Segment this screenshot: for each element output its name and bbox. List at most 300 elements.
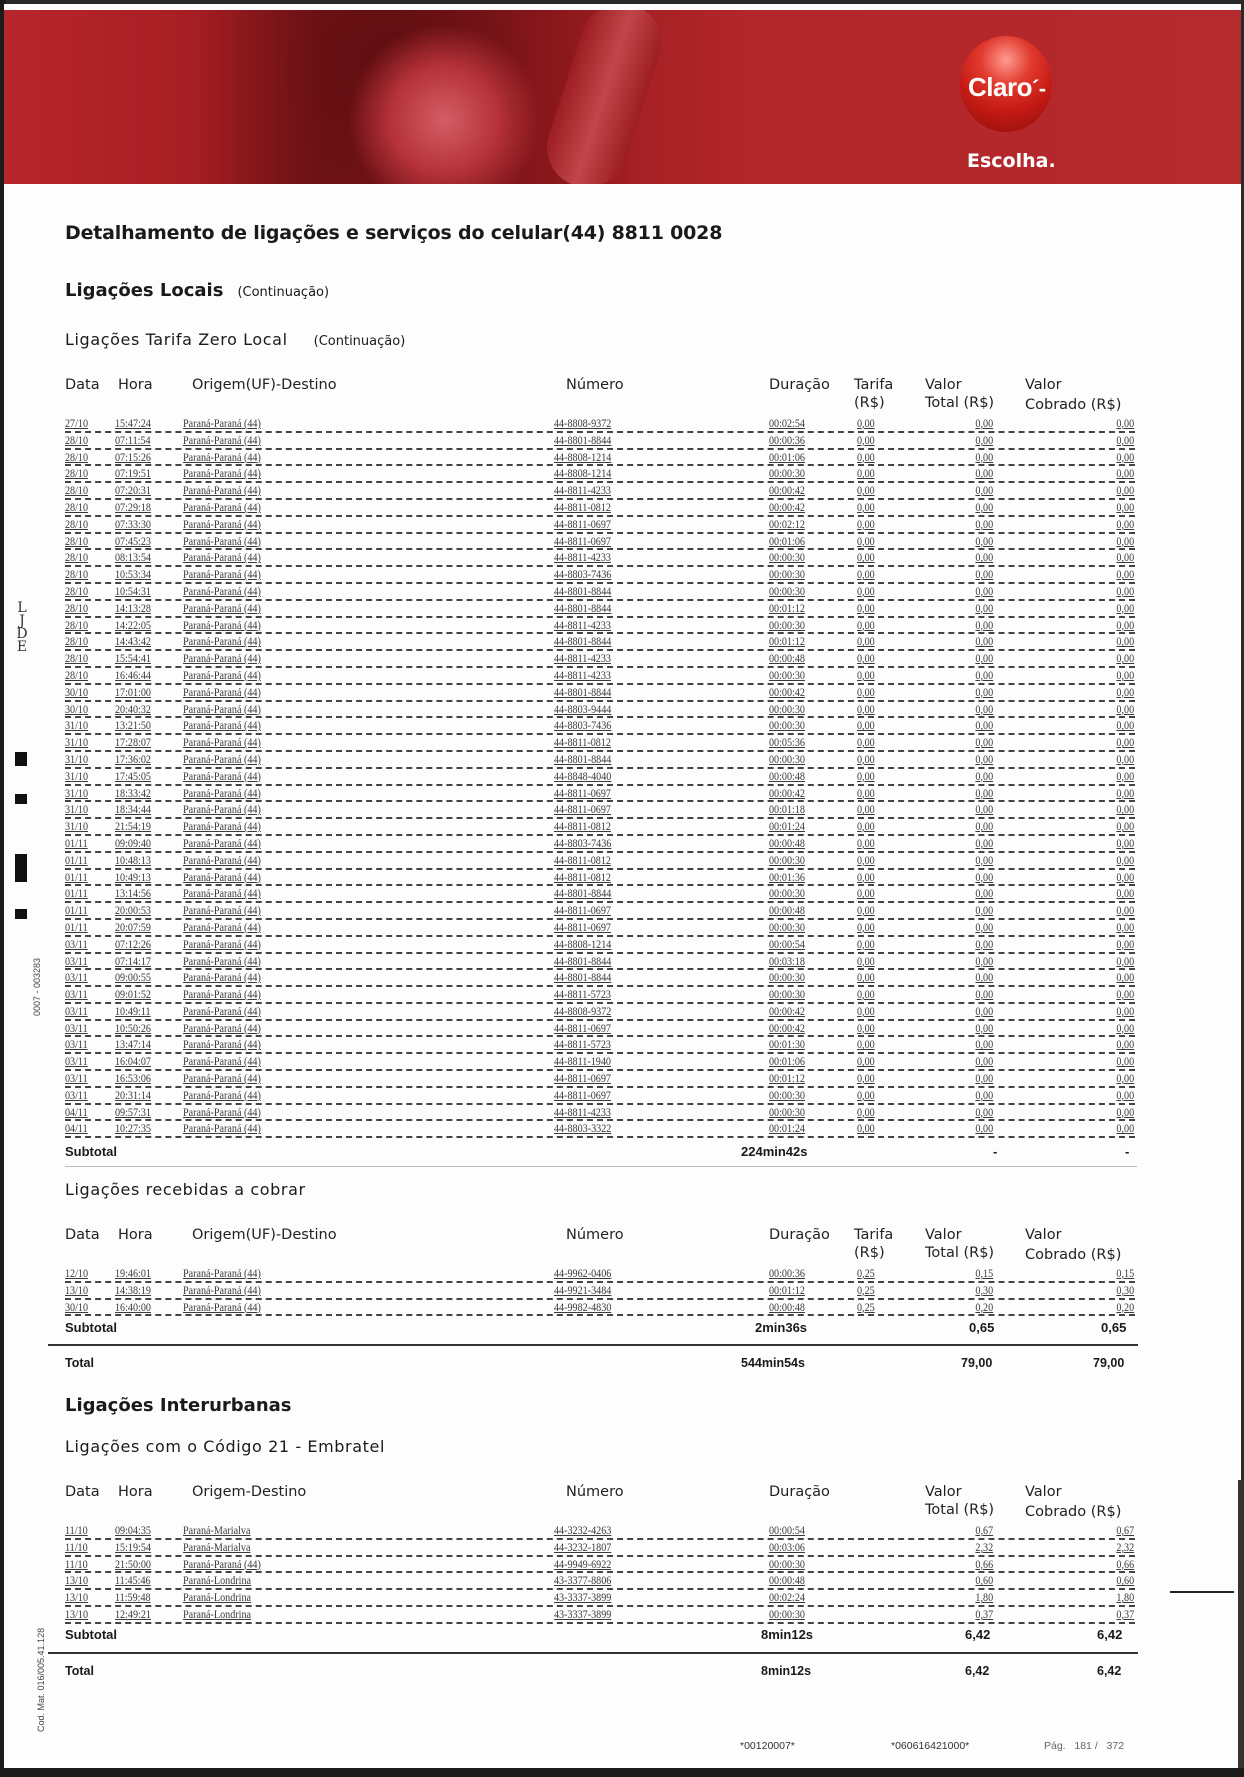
subtotal-valor-total: - <box>993 1144 998 1159</box>
cell-origem: Paraná-Paraná (44) <box>183 518 261 531</box>
cell-origem: Paraná-Paraná (44) <box>183 787 261 800</box>
cell-valor-total: 0,00 <box>975 938 993 951</box>
fold-mark <box>1170 1591 1234 1593</box>
total-divider <box>48 1344 1138 1346</box>
cell-hora: 12:49:21 <box>115 1608 151 1621</box>
cell-valor-total: 0,00 <box>975 501 993 514</box>
cell-duracao: 00:00:42 <box>769 787 805 800</box>
cell-hora: 19:46:01 <box>115 1268 151 1280</box>
cell-origem: Paraná-Paraná (44) <box>183 1089 261 1102</box>
cell-origem: Paraná-Paraná (44) <box>183 686 261 699</box>
cell-numero: 44-8811-4233 <box>554 552 611 565</box>
cell-valor-cobrado: 0,00 <box>1116 418 1134 430</box>
cell-duracao: 00:01:12 <box>769 602 805 615</box>
cell-numero: 44-8801-8844 <box>554 888 612 901</box>
omr-mark-diagonal-icon <box>15 752 27 766</box>
col-header-origem: Origem-Destino <box>192 1484 307 1500</box>
cell-duracao: 00:00:36 <box>769 1268 805 1280</box>
cell-hora: 09:57:31 <box>115 1106 151 1119</box>
cell-numero: 44-3232-4263 <box>554 1525 612 1537</box>
cell-numero: 44-8808-9372 <box>554 418 612 430</box>
cell-hora: 10:49:11 <box>115 1005 151 1018</box>
cell-valor-total: 0,20 <box>975 1301 993 1314</box>
cell-duracao: 00:00:30 <box>769 720 805 733</box>
col-header-tarifa-unit: (R$) <box>854 1245 885 1261</box>
cell-data: 01/11 <box>65 905 88 918</box>
cell-duracao: 00:01:12 <box>769 1073 805 1086</box>
cell-duracao: 00:00:30 <box>769 888 805 901</box>
cell-hora: 10:53:34 <box>115 569 151 582</box>
cell-hora: 10:50:26 <box>115 1022 151 1035</box>
subtotal-label: Subtotal <box>65 1320 117 1335</box>
cell-tarifa: 0,00 <box>857 434 875 447</box>
cell-duracao: 00:00:30 <box>769 989 805 1002</box>
cell-valor-total: 0,00 <box>975 653 993 666</box>
cell-hora: 16:04:07 <box>115 1056 151 1069</box>
cell-valor-total: 0,60 <box>975 1575 993 1588</box>
cell-data: 31/10 <box>65 770 89 783</box>
cell-tarifa: 0,00 <box>857 619 875 632</box>
col-header-valor-total-unit: Total (R$) <box>925 1502 995 1518</box>
cell-valor-total: 0,00 <box>975 1073 993 1086</box>
cell-numero: 44-8811-0697 <box>554 518 611 531</box>
cell-valor-cobrado: 0,00 <box>1116 1005 1134 1018</box>
cell-numero: 44-8808-1214 <box>554 938 612 951</box>
cell-valor-total: 0,00 <box>975 720 993 733</box>
table-row <box>65 786 1135 803</box>
cell-tarifa: 0,00 <box>857 770 875 783</box>
cell-valor-cobrado: 0,00 <box>1116 1056 1134 1069</box>
cell-duracao: 00:01:12 <box>769 636 805 649</box>
cell-duracao: 00:02:24 <box>769 1592 805 1605</box>
total-label: Total <box>65 1664 94 1678</box>
cell-tarifa: 0,00 <box>857 535 875 548</box>
cell-data: 04/11 <box>65 1123 88 1136</box>
cell-tarifa: 0,00 <box>857 468 875 481</box>
cell-numero: 44-8803-7436 <box>554 837 612 850</box>
cell-hora: 14:13:28 <box>115 602 151 615</box>
cell-origem: Paraná-Paraná (44) <box>183 854 261 867</box>
cell-duracao: 00:00:30 <box>769 854 805 867</box>
cell-tarifa: 0,00 <box>857 1056 875 1069</box>
cell-duracao: 00:01:36 <box>769 871 805 884</box>
cell-data: 28/10 <box>65 653 89 666</box>
cell-hora: 15:47:24 <box>115 418 151 430</box>
cell-valor-total: 2,32 <box>975 1541 993 1554</box>
subtotal-valor-cobrado: 0,65 <box>1101 1320 1127 1335</box>
col-header-duracao: Duração <box>769 377 830 393</box>
cell-valor-cobrado: 0,20 <box>1116 1301 1134 1314</box>
cell-origem: Paraná-Paraná (44) <box>183 1022 261 1035</box>
margin-mat-code: Cod. Mat. 016/005.41.128 <box>36 1627 46 1732</box>
table-row <box>65 483 1135 500</box>
cell-numero: 44-8801-8844 <box>554 972 612 985</box>
cell-valor-total: 0,00 <box>975 535 993 548</box>
cell-data: 28/10 <box>65 451 89 464</box>
page-label: Pág. <box>1044 1740 1066 1752</box>
cell-tarifa: 0,00 <box>857 921 875 934</box>
col-header-valor-cobrado: Valor <box>1025 1484 1062 1500</box>
cell-valor-total: 0,15 <box>975 1268 993 1280</box>
table-row <box>65 550 1135 567</box>
cell-data: 01/11 <box>65 871 88 884</box>
cell-duracao: 00:03:18 <box>769 955 805 968</box>
cell-duracao: 00:01:12 <box>769 1284 805 1297</box>
cell-hora: 10:27:35 <box>115 1123 151 1136</box>
cell-origem: Paraná-Paraná (44) <box>183 1073 261 1086</box>
cell-numero: 44-8811-4233 <box>554 619 611 632</box>
col-header-origem: Origem(UF)-Destino <box>192 377 337 393</box>
cell-data: 04/11 <box>65 1106 88 1119</box>
cell-hora: 20:00:53 <box>115 905 151 918</box>
cell-origem: Paraná-Paraná (44) <box>183 703 261 716</box>
footer-code-1: *00120007* <box>740 1740 795 1752</box>
cell-valor-total: 0,00 <box>975 888 993 901</box>
cell-origem: Paraná-Paraná (44) <box>183 585 261 598</box>
cell-numero: 44-8811-0812 <box>554 871 611 884</box>
cell-origem: Paraná-Paraná (44) <box>183 804 261 817</box>
cell-hora: 07:29:18 <box>115 501 151 514</box>
col-header-data: Data <box>65 1484 100 1500</box>
cell-valor-total: 0,00 <box>975 821 993 834</box>
cell-valor-cobrado: 0,00 <box>1116 653 1134 666</box>
table-row <box>65 1590 1135 1607</box>
section-title-locais <box>65 280 329 301</box>
cell-valor-cobrado: 0,60 <box>1116 1575 1134 1588</box>
table-row <box>65 886 1135 903</box>
cell-data: 31/10 <box>65 804 89 817</box>
page-separator: / <box>1094 1740 1098 1752</box>
cell-valor-total: 0,00 <box>975 972 993 985</box>
cell-data: 28/10 <box>65 468 89 481</box>
cell-numero: 44-8811-4233 <box>554 669 611 682</box>
table-row <box>65 1121 1135 1138</box>
cell-hora: 10:54:31 <box>115 585 151 598</box>
cell-valor-cobrado: 1,80 <box>1116 1592 1134 1605</box>
cell-numero: 44-8811-1940 <box>554 1056 611 1069</box>
col-header-hora: Hora <box>118 1227 153 1243</box>
cell-data: 31/10 <box>65 821 89 834</box>
cell-duracao: 00:00:30 <box>769 619 805 632</box>
cell-valor-total: 0,00 <box>975 703 993 716</box>
table-row <box>65 634 1135 651</box>
table-row <box>65 416 1135 433</box>
cell-hora: 07:14:17 <box>115 955 151 968</box>
subtotal-row-a-cobrar <box>65 1320 1135 1338</box>
cell-valor-cobrado: 0,66 <box>1116 1558 1134 1571</box>
cell-valor-total: 0,00 <box>975 552 993 565</box>
cell-valor-total: 0,00 <box>975 770 993 783</box>
cell-data: 28/10 <box>65 569 89 582</box>
cell-duracao: 00:02:54 <box>769 418 805 430</box>
col-header-valor-cobrado: Valor <box>1025 1227 1062 1243</box>
header-banner <box>4 10 1241 184</box>
cell-data: 31/10 <box>65 720 89 733</box>
col-header-valor-cobrado: Valor <box>1025 377 1062 393</box>
cell-valor-total: 0,00 <box>975 602 993 615</box>
table-row <box>65 1300 1135 1317</box>
table-body-tarifa-zero <box>65 416 1135 1138</box>
subsection-title-codigo-21: Ligações com o Código 21 - Embratel <box>65 1437 385 1456</box>
page-current: 181 <box>1074 1740 1092 1752</box>
cell-origem: Paraná-Paraná (44) <box>183 501 261 514</box>
cell-numero: 44-8811-0812 <box>554 854 611 867</box>
cell-numero: 44-8811-5723 <box>554 989 611 1002</box>
cell-origem: Paraná-Paraná (44) <box>183 636 261 649</box>
total-label: Total <box>65 1356 94 1370</box>
cell-data: 03/11 <box>65 1089 88 1102</box>
cell-valor-cobrado: 0,37 <box>1116 1608 1134 1621</box>
cell-tarifa: 0,00 <box>857 418 875 430</box>
col-header-data: Data <box>65 377 100 393</box>
cell-duracao: 00:01:06 <box>769 535 805 548</box>
cell-duracao: 00:05:36 <box>769 737 805 750</box>
subsection-title-tarifa-zero <box>65 330 405 349</box>
cell-numero: 44-8801-8844 <box>554 602 612 615</box>
cell-data: 13/10 <box>65 1575 89 1588</box>
cell-numero: 44-3232-1807 <box>554 1541 612 1554</box>
cell-hora: 13:47:14 <box>115 1039 151 1052</box>
table-row <box>65 735 1135 752</box>
cell-origem: Paraná-Paraná (44) <box>183 602 261 615</box>
cell-duracao: 00:00:30 <box>769 972 805 985</box>
cell-hora: 15:54:41 <box>115 653 151 666</box>
cell-valor-total: 0,00 <box>975 468 993 481</box>
cell-origem: Paraná-Paraná (44) <box>183 821 261 834</box>
cell-origem: Paraná-Paraná (44) <box>183 1005 261 1018</box>
cell-numero: 44-8803-7436 <box>554 720 612 733</box>
cell-data: 03/11 <box>65 972 88 985</box>
cell-duracao: 00:00:30 <box>769 569 805 582</box>
cell-duracao: 00:00:48 <box>769 653 805 666</box>
cell-hora: 16:46:44 <box>115 669 151 682</box>
cell-hora: 20:40:32 <box>115 703 151 716</box>
col-header-duracao: Duração <box>769 1484 830 1500</box>
cell-hora: 07:12:26 <box>115 938 151 951</box>
total-valor-cobrado: 6,42 <box>1097 1664 1122 1678</box>
table-row <box>65 584 1135 601</box>
cell-duracao: 00:00:42 <box>769 501 805 514</box>
cell-data: 03/11 <box>65 1005 88 1018</box>
cell-numero: 44-9949-6922 <box>554 1558 612 1571</box>
cell-valor-total: 0,00 <box>975 737 993 750</box>
cell-duracao: 00:00:30 <box>769 1106 805 1119</box>
cell-origem: Paraná-Paraná (44) <box>183 1039 261 1052</box>
cell-data: 01/11 <box>65 921 88 934</box>
table-row <box>65 1021 1135 1038</box>
table-row <box>65 702 1135 719</box>
cell-valor-cobrado: 0,00 <box>1116 737 1134 750</box>
cell-hora: 17:01:00 <box>115 686 151 699</box>
cell-data: 01/11 <box>65 837 88 850</box>
total-valor-cobrado: 79,00 <box>1093 1356 1125 1370</box>
cell-tarifa: 0,00 <box>857 1106 875 1119</box>
cell-valor-cobrado: 0,00 <box>1116 501 1134 514</box>
cell-tarifa: 0,00 <box>857 585 875 598</box>
table-header-codigo-21 <box>65 1483 1135 1523</box>
cell-valor-total: 0,00 <box>975 636 993 649</box>
omr-mark-icon <box>15 909 27 919</box>
total-duracao: 8min12s <box>761 1664 812 1678</box>
total-duracao: 544min54s <box>741 1356 805 1370</box>
omr-mark-icon <box>15 854 27 882</box>
cell-duracao: 00:00:36 <box>769 434 805 447</box>
cell-tarifa: 0,00 <box>857 972 875 985</box>
cell-valor-cobrado: 0,00 <box>1116 787 1134 800</box>
table-row <box>65 1037 1135 1054</box>
cell-duracao: 00:00:30 <box>769 703 805 716</box>
table-row <box>65 1004 1135 1021</box>
table-row <box>65 718 1135 735</box>
continuation-label: (Continuação) <box>313 334 406 349</box>
section-title-text: Ligações Locais <box>65 280 224 301</box>
cell-numero: 44-8811-0697 <box>554 1073 611 1086</box>
table-header-tarifa-zero <box>65 376 1135 416</box>
cell-valor-cobrado: 0,00 <box>1116 1039 1134 1052</box>
cell-data: 12/10 <box>65 1268 89 1280</box>
col-header-tarifa: Tarifa <box>854 1227 894 1243</box>
cell-valor-cobrado: 0,67 <box>1116 1525 1134 1537</box>
cell-hora: 07:45:23 <box>115 535 151 548</box>
cell-data: 03/11 <box>65 1073 88 1086</box>
cell-data: 28/10 <box>65 552 89 565</box>
cell-duracao: 00:01:18 <box>769 804 805 817</box>
table-row <box>65 920 1135 937</box>
cell-duracao: 00:00:48 <box>769 1301 805 1314</box>
table-row <box>65 769 1135 786</box>
cell-valor-cobrado: 0,00 <box>1116 703 1134 716</box>
cell-numero: 44-8811-0812 <box>554 821 611 834</box>
cell-data: 28/10 <box>65 518 89 531</box>
cell-origem: Paraná-Paraná (44) <box>183 1123 261 1136</box>
cell-valor-cobrado: 0,00 <box>1116 1073 1134 1086</box>
cell-origem: Paraná-Paraná (44) <box>183 972 261 985</box>
cell-numero: 44-9921-3484 <box>554 1284 612 1297</box>
cell-data: 28/10 <box>65 485 89 498</box>
cell-valor-cobrado: 0,00 <box>1116 821 1134 834</box>
cell-tarifa: 0,25 <box>857 1301 875 1314</box>
cell-tarifa: 0,00 <box>857 636 875 649</box>
cell-data: 03/11 <box>65 1022 88 1035</box>
col-header-tarifa: Tarifa <box>854 377 894 393</box>
cell-valor-cobrado: 0,00 <box>1116 434 1134 447</box>
cell-origem: Paraná-Paraná (44) <box>183 720 261 733</box>
cell-origem: Paraná-Paraná (44) <box>183 989 261 1002</box>
cell-valor-total: 0,00 <box>975 1039 993 1052</box>
cell-origem: Paraná-Paraná (44) <box>183 1268 261 1280</box>
cell-valor-cobrado: 0,00 <box>1116 905 1134 918</box>
cell-duracao: 00:01:06 <box>769 1056 805 1069</box>
subtotal-duracao: 8min12s <box>761 1627 814 1642</box>
cell-hora: 07:33:30 <box>115 518 151 531</box>
cell-hora: 11:59:48 <box>115 1592 151 1605</box>
cell-numero: 44-8801-8844 <box>554 753 612 766</box>
cell-valor-cobrado: 0,00 <box>1116 854 1134 867</box>
cell-data: 28/10 <box>65 636 89 649</box>
cell-valor-total: 0,00 <box>975 989 993 1002</box>
col-header-numero: Número <box>566 1484 624 1500</box>
cell-tarifa: 0,00 <box>857 854 875 867</box>
cell-origem: Paraná-Paraná (44) <box>183 669 261 682</box>
total-valor-total: 79,00 <box>961 1356 993 1370</box>
cell-valor-cobrado: 0,00 <box>1116 518 1134 531</box>
cell-valor-cobrado: 0,00 <box>1116 938 1134 951</box>
table-header-a-cobrar <box>65 1226 1135 1266</box>
cell-data: 31/10 <box>65 753 89 766</box>
table-row <box>65 651 1135 668</box>
cell-tarifa: 0,00 <box>857 989 875 1002</box>
cell-hora: 11:45:46 <box>115 1575 151 1588</box>
cell-valor-total: 0,00 <box>975 451 993 464</box>
table-row <box>65 1540 1135 1557</box>
cell-numero: 44-8811-4233 <box>554 1106 611 1119</box>
cell-data: 31/10 <box>65 737 89 750</box>
cell-tarifa: 0,00 <box>857 787 875 800</box>
cell-hora: 18:34:44 <box>115 804 151 817</box>
cell-valor-total: 0,00 <box>975 905 993 918</box>
cell-numero: 44-8801-8844 <box>554 434 612 447</box>
subtotal-valor-cobrado: 6,42 <box>1097 1627 1123 1642</box>
cell-data: 28/10 <box>65 535 89 548</box>
table-row <box>65 1573 1135 1590</box>
cell-valor-cobrado: 0,30 <box>1116 1284 1134 1297</box>
col-header-valor-cobrado-unit: Cobrado (R$) <box>1025 397 1122 413</box>
cell-valor-total: 0,00 <box>975 854 993 867</box>
cell-valor-total: 0,00 <box>975 418 993 430</box>
subtotal-row-tarifa-zero <box>65 1144 1135 1162</box>
cell-valor-cobrado: 0,00 <box>1116 686 1134 699</box>
cell-valor-total: 0,00 <box>975 1022 993 1035</box>
cell-numero: 44-8811-0697 <box>554 535 611 548</box>
cell-valor-total: 0,00 <box>975 1106 993 1119</box>
col-header-hora: Hora <box>118 377 153 393</box>
cell-duracao: 00:01:30 <box>769 1039 805 1052</box>
cell-valor-total: 0,00 <box>975 921 993 934</box>
cell-origem: Paraná-Paraná (44) <box>183 770 261 783</box>
cell-origem: Paraná-Paraná (44) <box>183 737 261 750</box>
cell-origem: Paraná-Paraná (44) <box>183 1106 261 1119</box>
col-header-origem: Origem(UF)-Destino <box>192 1227 337 1243</box>
table-row <box>65 870 1135 887</box>
cell-numero: 44-8811-0697 <box>554 921 611 934</box>
cell-valor-cobrado: 0,00 <box>1116 602 1134 615</box>
cell-numero: 43-3337-3899 <box>554 1608 612 1621</box>
subtotal-label: Subtotal <box>65 1144 117 1159</box>
cell-hora: 13:21:50 <box>115 720 151 733</box>
cell-valor-total: 0,30 <box>975 1284 993 1297</box>
scan-right-edge <box>1238 1480 1244 1777</box>
cell-data: 31/10 <box>65 787 89 800</box>
cell-valor-cobrado: 0,00 <box>1116 1106 1134 1119</box>
cell-duracao: 00:03:06 <box>769 1541 805 1554</box>
cell-duracao: 00:00:42 <box>769 686 805 699</box>
cell-numero: 44-8808-1214 <box>554 468 612 481</box>
cell-duracao: 00:00:48 <box>769 837 805 850</box>
cell-tarifa: 0,00 <box>857 653 875 666</box>
cell-origem: Paraná-Paraná (44) <box>183 871 261 884</box>
scan-bottom-edge <box>0 1768 1244 1777</box>
cell-data: 28/10 <box>65 602 89 615</box>
table-row <box>65 567 1135 584</box>
cell-duracao: 00:01:24 <box>769 821 805 834</box>
cell-duracao: 00:00:30 <box>769 585 805 598</box>
cell-origem: Paraná-Paraná (44) <box>183 1301 261 1314</box>
cell-duracao: 00:01:24 <box>769 1123 805 1136</box>
cell-origem: Paraná-Paraná (44) <box>183 418 261 430</box>
table-row <box>65 937 1135 954</box>
table-row <box>65 954 1135 971</box>
cell-tarifa: 0,00 <box>857 720 875 733</box>
